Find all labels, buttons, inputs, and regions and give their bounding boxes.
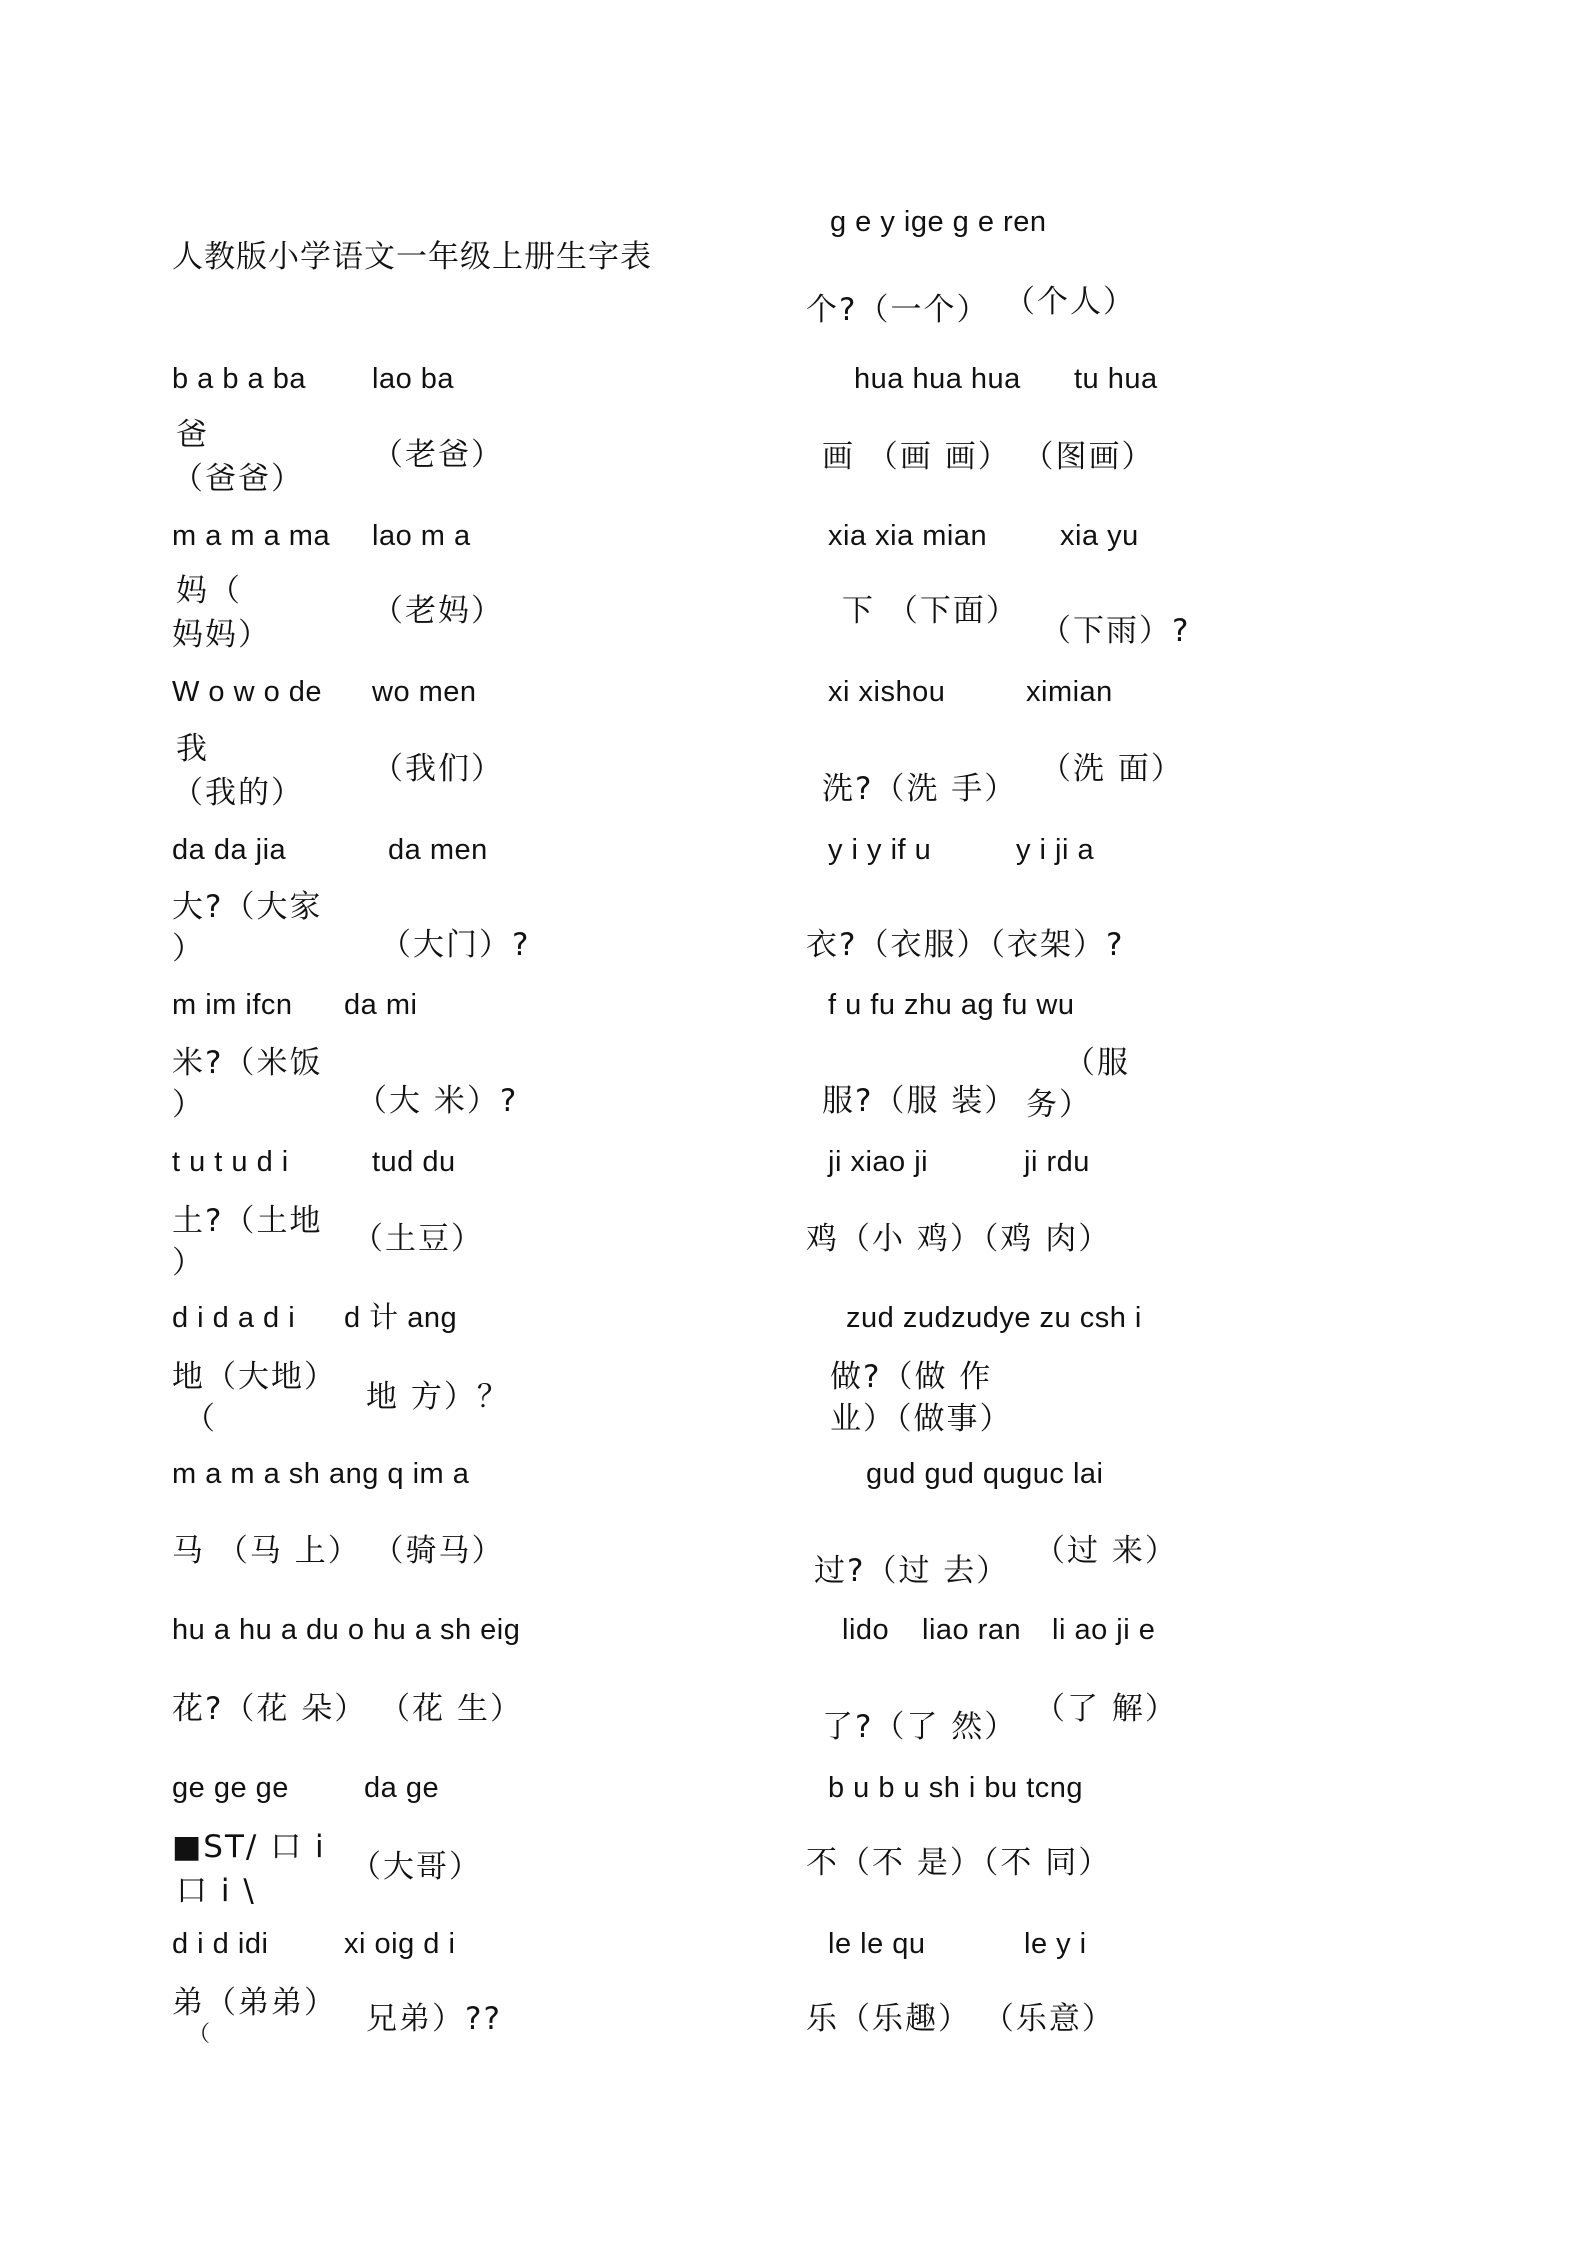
pinyin-xia: xia xia mian bbox=[828, 520, 988, 552]
pinyin-tu: t u t u d i bbox=[172, 1146, 289, 1178]
word-fuwu-1: （服 bbox=[1064, 1045, 1130, 1081]
word-baba: （爸爸） bbox=[172, 461, 304, 497]
pinyin-women: wo men bbox=[372, 676, 477, 708]
line-yi: 衣?（衣服）（衣架）? bbox=[806, 927, 1125, 963]
word-liaojie: （了 解） bbox=[1034, 1691, 1178, 1727]
pinyin-yijia: y i ji a bbox=[1016, 834, 1095, 866]
pinyin-fu: f u fu zhu ag fu wu bbox=[828, 989, 1075, 1021]
line-hua-flower: 花?（花 朵） （花 生） bbox=[172, 1691, 524, 1727]
word-yige: 个?（一个） bbox=[806, 292, 990, 328]
pinyin-mi: m im ifcn bbox=[172, 989, 293, 1021]
char-di-brother-paren: （ bbox=[188, 2022, 213, 2047]
pinyin-xi: xi xishou bbox=[828, 676, 946, 708]
pinyin-hua-flower: hu a hu a du o hu a sh eig bbox=[172, 1614, 521, 1646]
pinyin-yi: y i y if u bbox=[828, 834, 932, 866]
char-ge-garbled-2: 口 i \ bbox=[176, 1873, 256, 1909]
char-di-brother: 弟（弟弟） bbox=[172, 1985, 337, 2021]
word-zuoshi: 业）（做事） bbox=[830, 1401, 1013, 1437]
line-ji: 鸡（小 鸡）（鸡 肉） bbox=[806, 1221, 1112, 1257]
word-geren: （个人） bbox=[1004, 284, 1136, 320]
pinyin-le-liao: lido bbox=[842, 1614, 890, 1646]
word-xiamian: 下 （下面） bbox=[842, 593, 1019, 629]
word-wode: （我的） bbox=[172, 775, 304, 811]
char-da-paren: ） bbox=[172, 931, 205, 967]
pinyin-ge: ge ge ge bbox=[172, 1772, 289, 1804]
char-wo: 我 bbox=[176, 731, 209, 767]
word-dami: （大 米）? bbox=[356, 1083, 519, 1119]
pinyin-jirou: ji rdu bbox=[1024, 1146, 1090, 1178]
word-dage: （大哥） bbox=[350, 1849, 482, 1885]
pinyin-laoba: lao ba bbox=[372, 363, 455, 395]
word-fuzhuang: 服?（服 装） bbox=[822, 1083, 1018, 1119]
pinyin-tudou: tud du bbox=[372, 1146, 456, 1178]
word-laoba: （老爸） bbox=[372, 437, 504, 473]
word-liaoran: 了?（了 然） bbox=[822, 1709, 1018, 1745]
word-xiongdi: 兄弟）?? bbox=[366, 2001, 502, 2037]
char-tu: 土?（土地 bbox=[172, 1203, 323, 1239]
word-women: （我们） bbox=[372, 751, 504, 787]
line-bu: 不（不 是）（不 同） bbox=[806, 1845, 1112, 1881]
pinyin-laoma: lao m a bbox=[372, 520, 471, 552]
pinyin-damen: da men bbox=[388, 834, 488, 866]
pinyin-zuo: zud zudzudye zu csh i bbox=[846, 1302, 1142, 1334]
pinyin-xiayu: xia yu bbox=[1060, 520, 1139, 552]
pinyin-dage: da ge bbox=[364, 1772, 440, 1804]
pinyin-guo: gud gud quguc lai bbox=[866, 1458, 1104, 1490]
word-laoma: （老妈） bbox=[372, 593, 504, 629]
pinyin-dami: da mi bbox=[344, 989, 418, 1021]
word-tudou: （土豆） bbox=[352, 1221, 484, 1257]
pinyin-le: le le qu bbox=[828, 1928, 926, 1960]
char-mi-paren: ） bbox=[172, 1087, 205, 1123]
word-guolai: （过 来） bbox=[1034, 1533, 1178, 1569]
pinyin-leyi: le y i bbox=[1024, 1928, 1087, 1960]
pinyin-ge-classifier: g e y ige g e ren bbox=[830, 206, 1047, 238]
char-di-paren: （ bbox=[184, 1401, 217, 1437]
line-hua-draw: 画 （画 画） （图画） bbox=[822, 439, 1155, 475]
pinyin-liaoran: liao ran bbox=[922, 1614, 1022, 1646]
word-mama: 妈妈） bbox=[172, 617, 271, 653]
word-difang: 地 方）？ bbox=[366, 1379, 510, 1415]
word-zuozuoye: 做?（做 作 bbox=[830, 1359, 993, 1395]
word-ximian: （洗 面） bbox=[1040, 751, 1184, 787]
pinyin-da: da da jia bbox=[172, 834, 287, 866]
pinyin-hua-draw: hua hua hua bbox=[854, 363, 1021, 395]
pinyin-ma: m a m a ma bbox=[172, 520, 331, 552]
pinyin-bu: b u b u sh i bu tcng bbox=[828, 1772, 1084, 1804]
line-ma-horse: 马 （马 上） （骑马） bbox=[172, 1533, 505, 1569]
pinyin-difang: d 计 ang bbox=[344, 1302, 458, 1334]
char-ge-garbled: ■ST/ 口 i bbox=[172, 1829, 326, 1865]
char-ba: 爸 bbox=[176, 417, 209, 453]
char-ma: 妈（ bbox=[176, 573, 242, 609]
char-da: 大?（大家 bbox=[172, 889, 323, 925]
word-xiayu: （下雨）? bbox=[1040, 613, 1191, 649]
word-guoqu: 过?（过 去） bbox=[814, 1553, 1010, 1589]
pinyin-liaojie: li ao ji e bbox=[1052, 1614, 1156, 1646]
pinyin-ba: b a b a ba bbox=[172, 363, 306, 395]
pinyin-xiongdi: xi oig d i bbox=[344, 1928, 456, 1960]
pinyin-wo: W o w o de bbox=[172, 676, 323, 708]
pinyin-di: d i d a d i bbox=[172, 1302, 296, 1334]
pinyin-di-brother: d i d idi bbox=[172, 1928, 269, 1960]
pinyin-ma-horse: m a m a sh ang q im a bbox=[172, 1458, 470, 1490]
char-tu-paren: ） bbox=[172, 1245, 205, 1281]
pinyin-ximian: ximian bbox=[1026, 676, 1113, 708]
word-fuwu-2: 务） bbox=[1026, 1087, 1092, 1123]
page-title: 人教版小学语文一年级上册生字表 bbox=[172, 239, 652, 275]
word-xishou: 洗?（洗 手） bbox=[822, 771, 1018, 807]
char-mi: 米?（米饭 bbox=[172, 1045, 323, 1081]
pinyin-ji: ji xiao ji bbox=[828, 1146, 929, 1178]
word-damen: （大门）? bbox=[380, 927, 531, 963]
pinyin-tuhua: tu hua bbox=[1074, 363, 1158, 395]
line-le: 乐（乐趣） （乐意） bbox=[806, 2001, 1115, 2037]
char-di: 地（大地） bbox=[172, 1359, 337, 1395]
